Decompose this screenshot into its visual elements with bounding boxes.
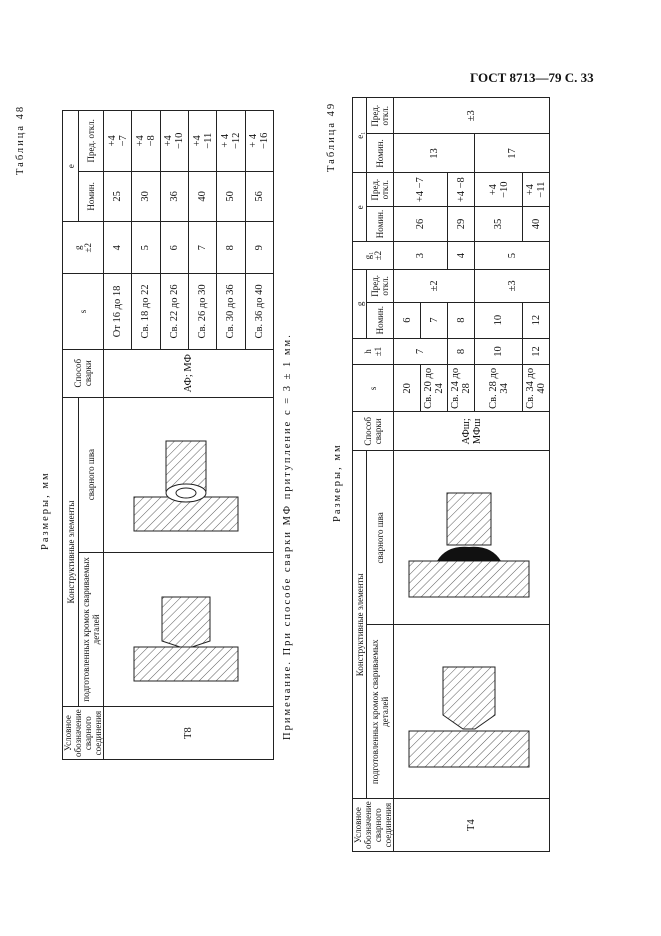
t48-r2-dev bbox=[160, 111, 188, 172]
t49-h-designation: Условное обозначение сварного соединения bbox=[353, 799, 394, 852]
t49-e1-a: 13 bbox=[394, 134, 475, 173]
t48-r0-dev-plus: +4 bbox=[106, 135, 118, 147]
t48-h-e-dev: Пред. откл. bbox=[79, 111, 104, 172]
t49-r2-g1: 4 bbox=[448, 242, 475, 270]
t49-h-method: Способ сварки bbox=[353, 412, 394, 451]
t49-r4-h: 12 bbox=[523, 338, 550, 365]
t48-r1-dev-minus: −8 bbox=[145, 135, 157, 147]
t48-method: АФ; МФ bbox=[104, 349, 274, 397]
t49-h-prepared: подготовленных кромок свариваемых деталей bbox=[367, 625, 394, 799]
t48-r0-dev bbox=[104, 111, 132, 172]
t49-h-e-dev: Пред. откл. bbox=[367, 173, 394, 207]
t48-r5-dev-plus: + 4 bbox=[248, 133, 260, 148]
t49-r4-e: 40 bbox=[523, 206, 550, 241]
t49-h-s: s bbox=[353, 365, 394, 412]
t49-r4-s: Св. 34 до 40 bbox=[523, 365, 550, 412]
t48-h-e-nom: Номин. bbox=[79, 171, 104, 222]
t48-r4-dev bbox=[217, 111, 245, 172]
t48-r3-g: 7 bbox=[188, 222, 216, 274]
t49-g-dev-b: ±3 bbox=[475, 270, 550, 303]
t49-r3-s: Св. 28 до 34 bbox=[475, 365, 523, 412]
t49-r2-h: 8 bbox=[448, 338, 475, 365]
t49-weld-seam-drawing bbox=[394, 454, 544, 622]
t49-h-elements: Конструктивные элементы bbox=[353, 451, 367, 799]
t49-r2-e-dev: +4 −8 bbox=[448, 173, 475, 207]
t48-prepared-drawing bbox=[104, 552, 274, 707]
t49-h-e: e bbox=[353, 173, 367, 242]
t48-r5-e: 56 bbox=[245, 171, 273, 222]
t49-h-e1: e₁ bbox=[353, 98, 367, 173]
t48-h-g-letter: g bbox=[73, 245, 83, 250]
t48-r5-dev-minus: −16 bbox=[259, 132, 271, 149]
t48-r5-g: 9 bbox=[245, 222, 273, 274]
t49-h-g-nom: Номин. bbox=[367, 302, 394, 338]
table49-subtitle: Размеры, мм bbox=[332, 443, 343, 522]
t49-h-e1-dev: Пред. откл. bbox=[367, 98, 394, 134]
t48-r4-dev-minus: −12 bbox=[230, 132, 242, 149]
t49-h-g1 bbox=[353, 242, 394, 270]
t49-r3-e: 35 bbox=[475, 206, 523, 241]
t48-h-g-tol: ±2 bbox=[83, 242, 93, 253]
t49-h-e1-nom: Номин. bbox=[367, 134, 394, 173]
t49-r0-e-dev: +4 −7 bbox=[394, 173, 448, 207]
t49-h-weld: сварного шва bbox=[367, 451, 394, 625]
t48-r4-e: 50 bbox=[217, 171, 245, 222]
t49-r3-g: 10 bbox=[475, 302, 523, 338]
t48-weld-seam-drawing bbox=[104, 401, 268, 549]
t49-r2-g: 8 bbox=[448, 302, 475, 338]
t48-r3-e: 40 bbox=[188, 171, 216, 222]
t49-r0-e: 26 bbox=[394, 206, 448, 241]
t49-designation: Т4 bbox=[394, 799, 550, 852]
t48-r2-e: 36 bbox=[160, 171, 188, 222]
t49-r3-g1: 5 bbox=[475, 242, 550, 270]
t48-r3-dev bbox=[188, 111, 216, 172]
t48-r0-g: 4 bbox=[104, 222, 132, 274]
t48-r1-s: Св. 18 до 22 bbox=[132, 274, 160, 350]
t48-r4-s: Св. 30 до 36 bbox=[217, 274, 245, 350]
t49-r2-s: Св. 24 до 28 bbox=[448, 365, 475, 412]
t49-r1-s: Св. 20 до 24 bbox=[421, 365, 448, 412]
t48-r1-dev bbox=[132, 111, 160, 172]
t49-r4-g: 12 bbox=[523, 302, 550, 338]
t48-h-method: Способ сварки bbox=[63, 349, 104, 397]
t49-e1-b: 17 bbox=[475, 134, 550, 173]
t49-e1-dev: ±3 bbox=[394, 98, 550, 134]
t48-h-designation: Условное обозначение сварного соединения bbox=[63, 707, 104, 760]
t49-r0-s: 20 bbox=[394, 365, 421, 412]
t49-prepared-edge-drawing bbox=[394, 628, 544, 796]
t49-r0-g: 6 bbox=[394, 302, 421, 338]
t48-r3-s: Св. 26 до 30 bbox=[188, 274, 216, 350]
t48-r1-e: 30 bbox=[132, 171, 160, 222]
t49-h-h-tol: ±1 bbox=[373, 346, 383, 357]
t49-h-e-nom: Номин. bbox=[367, 206, 394, 241]
t49-h-g1-letter: g₁ bbox=[363, 251, 373, 260]
t49-h-g1-tol: ±2 bbox=[373, 250, 383, 261]
t48-designation: Т8 bbox=[104, 707, 274, 760]
t49-r3-e-dev: +4 −10 bbox=[475, 173, 523, 207]
t49-method: АФш; МФш bbox=[394, 412, 550, 451]
t48-r5-dev bbox=[245, 111, 273, 172]
t48-r1-dev-plus: +4 bbox=[134, 135, 146, 147]
page-header: ГОСТ 8713—79 С. 33 bbox=[470, 70, 594, 85]
t48-r0-e: 25 bbox=[104, 171, 132, 222]
t49-r0-h: 7 bbox=[394, 338, 448, 365]
table49-block bbox=[326, 97, 550, 852]
t49-r0-g1: 3 bbox=[394, 242, 448, 270]
t49-h-g-dev: Пред. откл. bbox=[367, 270, 394, 303]
t48-h-g bbox=[63, 222, 104, 274]
t48-h-weld: сварного шва bbox=[79, 397, 104, 552]
t49-prepared-drawing bbox=[394, 625, 550, 799]
t49-g-dev-a: ±2 bbox=[394, 270, 475, 303]
t48-r2-dev-minus: −10 bbox=[174, 132, 186, 149]
t48-weld-drawing bbox=[104, 397, 274, 552]
t49-weld-drawing bbox=[394, 451, 550, 625]
table48-subtitle: Размеры, мм bbox=[40, 471, 51, 550]
t48-r2-dev-plus: +4 bbox=[163, 135, 175, 147]
t48-note: Примечание. При способе сварки МФ притупление c = 3 ± 1 мм. bbox=[282, 333, 293, 740]
t48-r2-g: 6 bbox=[160, 222, 188, 274]
table49-caption: Таблица 49 bbox=[326, 101, 337, 172]
t48-h-e: e bbox=[63, 111, 79, 222]
t49-r2-e: 29 bbox=[448, 206, 475, 241]
t48-h-elements: Конструктивные элементы bbox=[63, 397, 79, 707]
t48-r3-dev-plus: +4 bbox=[191, 135, 203, 147]
table48-caption: Таблица 48 bbox=[15, 104, 26, 175]
t48-r2-s: Св. 22 до 26 bbox=[160, 274, 188, 350]
t49-h-g: g bbox=[353, 270, 367, 339]
table48 bbox=[62, 110, 274, 760]
table48-block bbox=[15, 104, 293, 760]
t48-r0-dev-minus: −7 bbox=[117, 135, 129, 147]
t49-r3-h: 10 bbox=[475, 338, 523, 365]
t48-r4-g: 8 bbox=[217, 222, 245, 274]
t49-h-h-letter: h bbox=[363, 349, 373, 354]
t49-r1-g: 7 bbox=[421, 302, 448, 338]
t48-prepared-edge-drawing bbox=[104, 555, 268, 703]
t48-h-prepared: подготовленных кромок свариваемых деталей bbox=[79, 552, 104, 707]
t49-h-h bbox=[353, 338, 394, 365]
t48-r1-g: 5 bbox=[132, 222, 160, 274]
table49 bbox=[352, 97, 550, 852]
t48-h-s: s bbox=[63, 274, 104, 350]
t48-r4-dev-plus: + 4 bbox=[219, 133, 231, 148]
t49-r4-e-dev: +4 −11 bbox=[523, 173, 550, 207]
t48-r5-s: Св. 36 до 40 bbox=[245, 274, 273, 350]
t48-r3-dev-minus: −11 bbox=[202, 132, 214, 149]
t48-r0-s: От 16 до 18 bbox=[104, 274, 132, 350]
